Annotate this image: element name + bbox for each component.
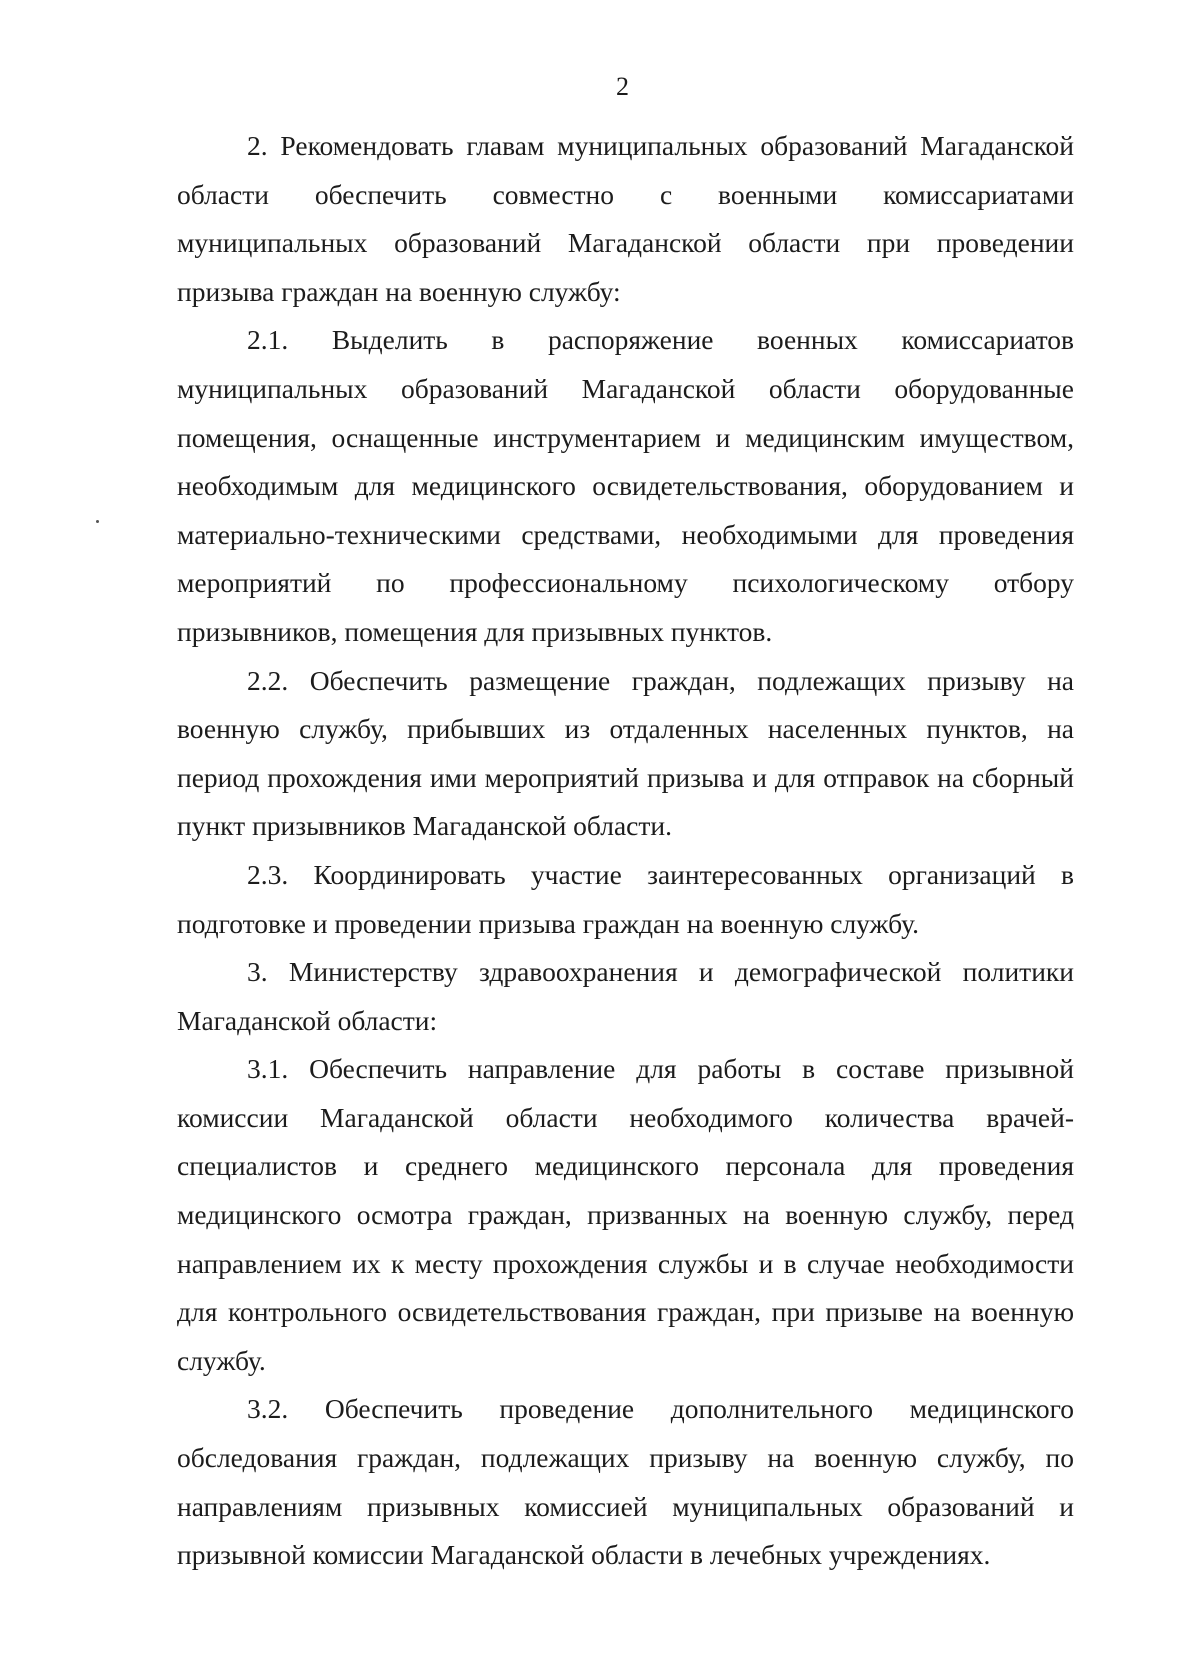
paragraph-3-2: 3.2. Обеспечить проведение дополнительного медицинского обследования граждан, подлежащих призыву на военную службу, по направлениям призывных комиссией муниципальных образований и призывной комиссии Магаданской области в лечебных учреждениях. — [177, 1393, 1074, 1571]
paragraph-2: 2. Рекомендовать главам муниципальных образований Магаданской области обеспечить совместно с военными комиссариатами муниципальных образований Магаданской области при проведении призыва граждан на военную службу: — [177, 130, 1074, 307]
paragraph-3-1: 3.1. Обеспечить направление для работы в составе призывной комиссии Магаданской области необходимого количества врачей-специалистов и среднего медицинского персонала для проведения медицинского осмотра граждан, призванных на военную службу, перед направлением их к месту прохождения службы и в случае необходимости для контрольного освидетельствования граждан, при призыве на военную службу. — [177, 1053, 1074, 1376]
scan-speck — [96, 520, 99, 523]
page-number: 2 — [616, 72, 629, 101]
paragraph-2-3: 2.3. Координировать участие заинтересованных организаций в подготовке и проведении призыва граждан на военную службу. — [177, 858, 1074, 939]
document-body — [177, 122, 1074, 1580]
paragraph-2-2: 2.2. Обеспечить размещение граждан, подлежащих призыву на военную службу, прибывших из отдаленных населенных пунктов, на период прохождения ими мероприятий призыва и для отправок на сборный пункт призывников Магаданской области. — [177, 664, 1074, 842]
paragraph-2-1: 2.1. Выделить в распоряжение военных комиссариатов муниципальных образований Магаданской области оборудованные помещения, оснащенные инструментарием и медицинским имуществом, необходимым для медицинского освидетельствования, оборудованием и материально-техническими средствами, необходимыми для проведения мероприятий по профессиональному психологическому отбору призывников, помещения для призывных пунктов. — [177, 324, 1074, 647]
paragraph-3: 3. Министерству здравоохранения и демографической политики Магаданской области: — [177, 956, 1074, 1036]
